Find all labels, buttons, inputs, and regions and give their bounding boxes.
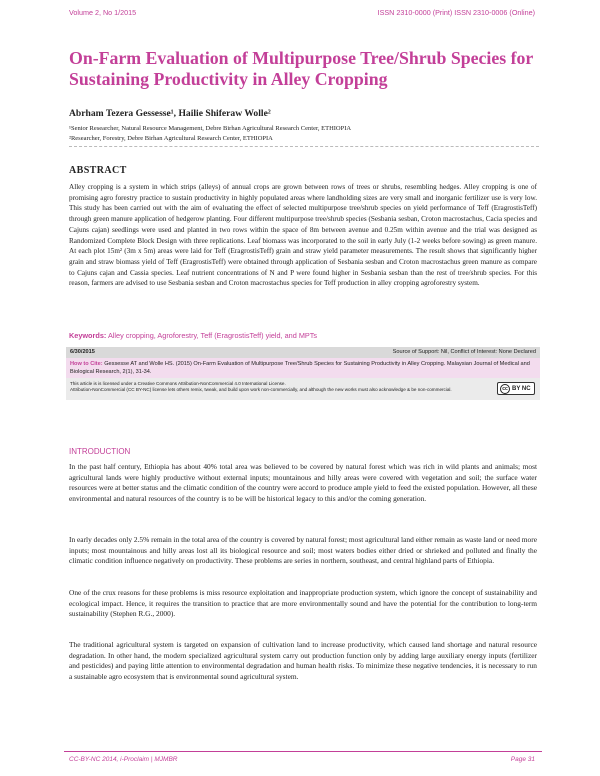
cite-text: Gessesse AT and Wolle HS. (2015) On-Farm Evaluation of Multipurpose Tree/Shrub Species for Sustaining Productivity in Alley Cropping. Malaysian Journal of Medical and Biological Research, 2(1), 31-34. — [70, 361, 530, 375]
cc-license-icon[interactable]: cc BY NC — [497, 382, 535, 395]
cc-icon: cc — [500, 384, 510, 394]
affiliation-2: ²Researcher, Forestry, Debre Birhan Agricultural Research Center, ETHIOPIA — [69, 135, 273, 142]
keywords — [69, 331, 317, 340]
keywords-list: Alley cropping, Agroforestry, Teff (EragrostisTeff) yield, and MPTs — [107, 331, 318, 340]
how-to-cite — [66, 358, 540, 378]
affiliation-1: ¹Senior Researcher, Natural Resource Management, Debre Birhan Agricultural Research Center, ETHIOPIA — [69, 125, 352, 132]
authors: Abrham Tezera Gessesse¹, Hailie Shiferaw Wolle² — [69, 108, 271, 119]
cite-label: How to Cite: — [70, 361, 103, 367]
divider — [69, 146, 539, 147]
license-row — [66, 378, 540, 400]
keywords-label: Keywords: — [69, 331, 107, 340]
intro-paragraph-1: In the past half century, Ethiopia has about 40% total area was believed to be covered by natural forest which was rich in wild plants and animals; most agricultural lands were highly productive without external inputs; mountainous and hilly areas were covered with vegetation and soil; the surface water resources were at better status and the climatic condition of the country were accord to produce ample yield to feed the existed population. However, all these environmental and natural resources of the country is to be will be historical legacy to this and/or the coming generation. — [69, 462, 537, 504]
abstract-heading: ABSTRACT — [69, 165, 127, 176]
footer-rule — [64, 751, 542, 752]
license-line-1: This article is is licensed under a Creative Commons Attribution-NonCommercial 4.0 International License. — [70, 381, 286, 386]
support-conflict: Source of Support: Nil, Conflict of Interest: None Declared — [392, 349, 536, 355]
intro-paragraph-3: One of the crux reasons for these problems is miss resource exploitation and inappropriate production system, which ignore the concept of sustainability and ecological impact. Hence, it requires the transition to practice that are more environmentally sound and have the potential for the contribution to long-term sustainability (Stephen R.G., 2000). — [69, 588, 537, 619]
info-row-date — [66, 347, 540, 358]
abstract-text: Alley cropping is a system in which strips (alleys) of annual crops are grown between rows of trees or shrubs, resembling hedges. Alley cropping is one of promising agro forestry practice to sustain productivity in highly populated areas where landholding sizes are very small and inorganic fertilizer use is very low. This study has been carried out with the aim of evaluating the effect of selected multipurpose tree/shrub species on yield performance of Teff (EragrostisTeff) through green manure application of hedgerow planting. Four different multipurpose tree/shrub species (Sesbania sesban, Croton macrostachus, Cacia species and Cajuns cajan) seedlings were used and planted in two rows within the space of 8m between avenue and 0.25m within avenue and the trial was designed as Randomized Complete Block Design with three replications. Leaf biomass was incorporated to the soil in early July (1-2 weeks before sowing) as green manure. At each plot 15m² (3m x 5m) areas were laid for Teff (EragrostisTeff) grain and straw yield parameter measurements. The result shows that significantly higher grain and straw biomass yield of Teff (EragrostisTeff) were obtained through application of Sesbania sesban and Croton macrostachus green manure as compare to Cajuns cajan and Cassia species. Leaf nutrient concentrations of N and P were found higher in Sesbania sesban than the rest of tree/shrub species. For this reason, farmers are advised to use Sesbania sesban and Croton macrostachus species for Teff production in alley cropping agroforestry system. — [69, 183, 537, 288]
intro-paragraph-2: In early decades only 2.5% remain in the total area of the country is covered by natural forest; most agricultural land either remain as waste land or need more inputs; most mountainous and hilly areas lost all its biological resource and soil; most waters bodies either dried or shrieked and polluted and finally the climatic condition influence negatively on productivity. These problems are series in northern, southeast, and central highland parts of Ethiopia. — [69, 535, 537, 566]
journal-volume: Volume 2, No 1/2015 — [69, 8, 137, 17]
footer-license: CC-BY-NC 2014, i-Proclaim | MJMBR — [69, 756, 178, 763]
intro-paragraph-4: The traditional agricultural system is targeted on expansion of cultivation land to increase productivity, which caused land shortage and natural resource degradation. In other hand, the modern specialized agricultural system carry out production function only by adding large auxiliary energy inputs (fertilizer and pesticides) and paying little attention to environmental degradation and human health risks. To minimize these negative tendencies, it is necessary to run a sustainable agro ecosystem that is environmental sound agricultural system. — [69, 640, 537, 682]
journal-issn: ISSN 2310-0000 (Print) ISSN 2310-0006 (Online) — [377, 8, 535, 17]
article-info-box — [66, 347, 540, 400]
publication-date: 6/30/2015 — [70, 349, 95, 355]
introduction-heading: INTRODUCTION — [69, 447, 131, 456]
paper-title: On-Farm Evaluation of Multipurpose Tree/Shrub Species for Sustaining Productivity in Alley Cropping — [69, 48, 533, 89]
page-number: Page 31 — [510, 756, 535, 763]
license-line-2: Attribution-NonCommercial (CC BY-NC) license lets others remix, tweak, and build upon work non-commercially, and although the new works must also acknowledge & be non-commercial. — [70, 387, 452, 392]
